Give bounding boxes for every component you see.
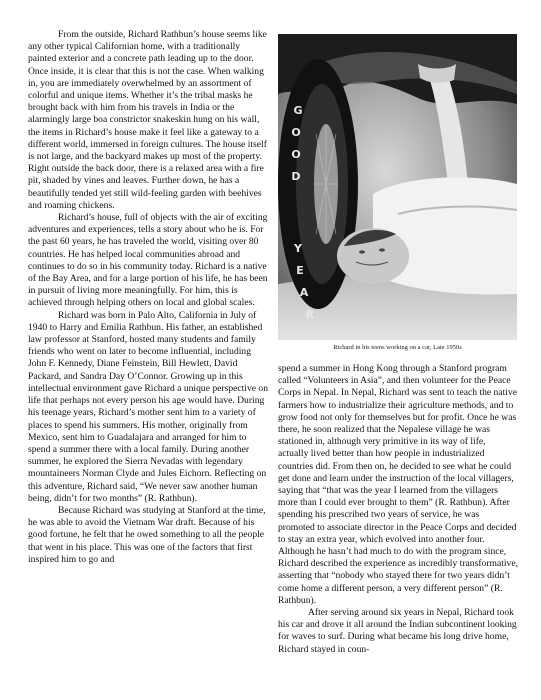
paragraph-stanford-draft: Because Richard was studying at Stanford at the time, he was able to avoid the Vietnam War draft. Because of his good fortune, he felt that he owed something to all the people that went in his place. This was one of the factors that first inspired him to go and [28, 504, 266, 565]
photo-caption: Richard in his teens working on a car, Late 1950s [333, 344, 462, 351]
tire-letter-0: G [293, 104, 303, 117]
car-photo-illustration [278, 34, 517, 340]
tire-letter-5: Y [294, 242, 302, 255]
tire-letter-1: O [291, 126, 301, 139]
tire-letter-6: E [296, 264, 304, 277]
tire-letter-2: O [291, 148, 301, 161]
left-text-column [28, 29, 269, 566]
paragraph-house-description: From the outside, Richard Rathbun’s house seems like any other typical Californian home, with a traditionally painted exterior and a concrete path leading up to the door. Once inside, it is clear that this is not the case. When walking in, you are immediately overwhelmed by an assortment of colorful and unique items. Whether it’s the tribal masks he brought back with him from his travels in India or the alarmingly large boa constrictor snakeskin hung on his wall, the items in Richard’s house make it feel like a gateway to a different world, immersed in foreign cultures. The house itself is not large, and the backyard makes up most of the property. Right outside the back door, there is a relaxed area with a fire pit, shaded by vines and leaves. Further down, he has a beautifully tended yet still wild-feeling garden with beehives and roaming chickens. [28, 29, 267, 211]
paragraph-after-nepal: After serving around six years in Nepal, Richard took his car and drove it all around the Indian subcontinent looking for waves to surf. During what became his long drive home, Richard stayed in coun- [278, 607, 517, 655]
tire-letter-3: D [291, 170, 301, 183]
right-text-column [278, 363, 518, 656]
tire-letter-7: A [299, 286, 309, 299]
tire-letter-8: R [305, 308, 315, 321]
paragraph-house-story: Richard’s house, full of objects with the air of exciting adventures and experiences, tells a story about who he is. For the past 60 years, he has traveled the world, visiting over 80 countries. He has helped local communities abroad and continues to do so in his community today. Richard is a native of the Bay Area, and for a large portion of his life, he has been in pursuit of living more meaningfully. For him, this is achieved through helping others on local and global scales. [28, 212, 268, 309]
car-photo [278, 34, 517, 340]
paragraph-peace-corps: spend a summer in Hong Kong through a Stanford program called “Volunteers in Asia”, and then volunteer for the Peace Corps in Nepal. In Nepal, Richard was sent to teach the native farmers how to industrialize their agriculture methods, and to grow food not only for themselves but for profit. Once he was there, he soon realized that the Nepalese village he was stationed in, although very primitive in its way of life, actually lived better than how people in industrialized countries did. From then on, he decided to see what he could get done and learn under the instruction of the local villagers, saying that “that was the year I learned from the villagers more than I could ever brought to them” (R. Rathbun). After spending his prescribed two years of service, he was promoted to associate director in the Peace Corps and decided to stay an extra year, which evolved into another four. Although he hasn’t had much to do with the program since, Richard described the experience as incredibly transformative, asserting that “nobody who stayed there for two years didn’t come home a different person, a very different person” (R. Rathbun). [278, 363, 519, 606]
paragraph-early-life: Richard was born in Palo Alto, California in July of 1940 to Harry and Emilia Rathbun. His father, an established law professor at Stanford, hosted many students and family friends who went on later to become influential, including John F. Kennedy, Diane Feinstein, Bill Hewlett, David Packard, and Sandra Day O’Connor. Growing up in this intellectual environment gave Richard a unique perspective on life that perhaps not every person his age would have. During his teenage years, Richard’s mother sent him to a variety of places to spend his summers. His mother, originally from Mexico, sent him to Guadalajara and arranged for him to spend a summer there with a local family. During another summer, he explored the Sierra Nevadas with legendary mountaineers Norman Clyde and Jules Eichorn. Reflecting on this adventure, Richard said, “We never saw another human being, didn’t for two months” (R. Rathbun). [28, 309, 269, 504]
